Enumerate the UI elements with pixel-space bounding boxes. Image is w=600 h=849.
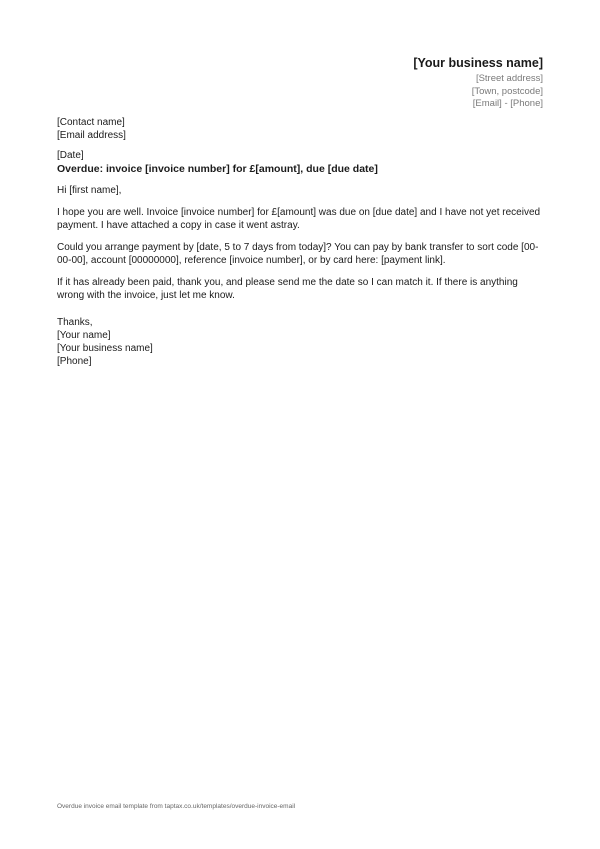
paragraph-payment-request: Could you arrange payment by [date, 5 to 7 days from today]? You can pay by bank transfer to sort code [00-00-00], account [00000000], reference [invoice number], or by card here: [payment link]. bbox=[57, 242, 539, 266]
sender-business-name: [Your business name] bbox=[413, 56, 543, 70]
recipient-contact-name: [Contact name] bbox=[57, 117, 125, 128]
paragraph-already-paid: If it has already been paid, thank you, and please send me the date so I can match it. If there is anything wrong with the invoice, just let me know. bbox=[57, 277, 518, 301]
closing-signoff: Thanks, bbox=[57, 317, 93, 328]
closing-phone: [Phone] bbox=[57, 356, 92, 367]
letter-subject: Overdue: invoice [invoice number] for £[amount], due [due date] bbox=[57, 163, 378, 175]
sender-town-postcode: [Town, postcode] bbox=[471, 85, 543, 97]
sender-street-address: [Street address] bbox=[475, 73, 543, 84]
sender-block bbox=[413, 55, 543, 111]
letter-date: [Date] bbox=[57, 150, 84, 161]
paragraph-overdue-notice: I hope you are well. Invoice [invoice number] for £[amount] was due on [due date] and I have not yet received payment. I have attached a copy in case it went astray. bbox=[57, 207, 541, 231]
recipient-block bbox=[57, 116, 543, 142]
page-footer: Overdue invoice email template from taptax.co.uk/templates/overdue-invoice-email bbox=[57, 803, 296, 810]
letter-body bbox=[57, 116, 543, 368]
letter-greeting: Hi [first name], bbox=[57, 185, 122, 196]
recipient-email-address: [Email address] bbox=[57, 130, 126, 141]
closing-block bbox=[57, 316, 543, 368]
closing-business-name: [Your business name] bbox=[57, 343, 153, 354]
sender-contact-line: [Email] - [Phone] bbox=[472, 98, 543, 109]
closing-your-name: [Your name] bbox=[57, 330, 111, 341]
